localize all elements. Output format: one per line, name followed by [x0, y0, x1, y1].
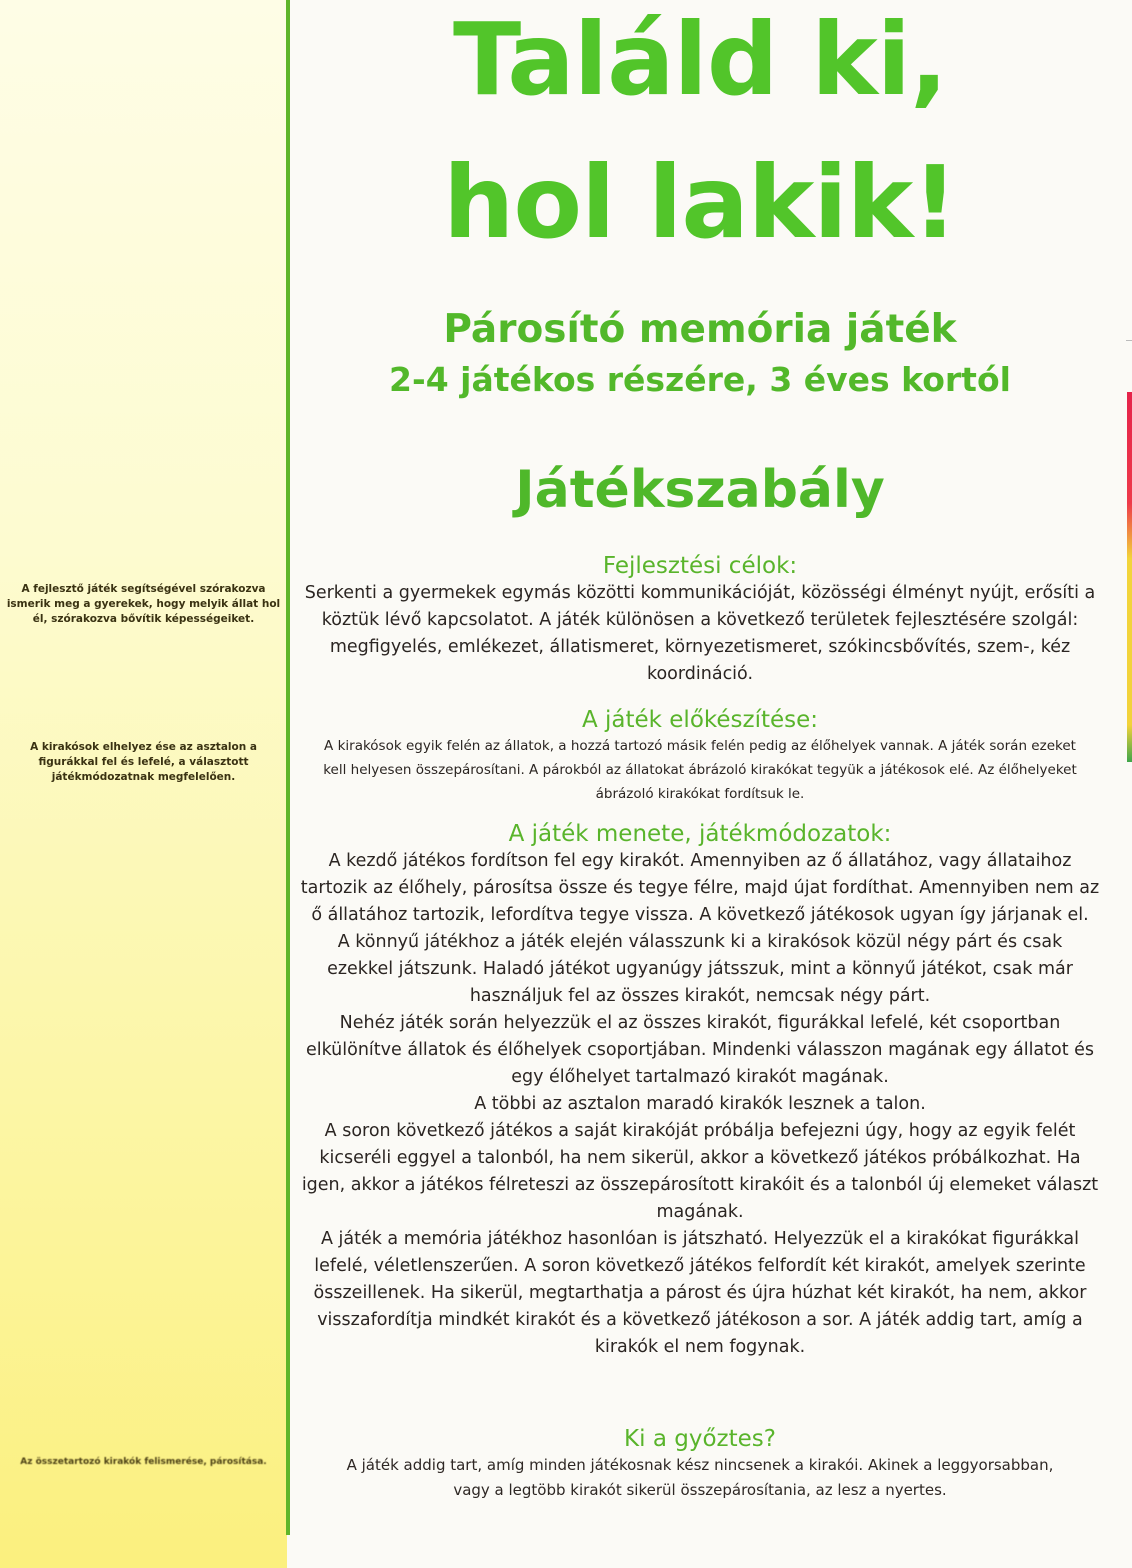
page-edge-mark — [1126, 340, 1132, 341]
gameplay-paragraph: A játék a memória játékhoz hasonlóan is játszható. Helyezzük el a kirakókat figurákkal lefelé, véletlenszerűen. A soron következő játékos felfordít két kirakót, amelyek szerinte összeillenek. Ha sikerül, megtarthatja a párost és újra húzhat két kirakót, ha nem, akkor visszafordítja mindkét kirakót és a következő játékoson a sor. A játék addig tart, amíg a kirakók el nem fogynak. — [313, 1229, 1087, 1357]
side-note-placement: A kirakósok elhelyez ése az asztalon a figurákkal fel és lefelé, a választott játékmódozatnak megfelelően. — [30, 741, 257, 783]
section-heading: A játék menete, játékmódozatok: — [508, 821, 892, 847]
section-heading: Fejlesztési célok: — [602, 553, 798, 579]
gameplay-paragraph: Nehéz játék során helyezzük el az összes kirakót, figurákkal lefelé, két csoportban elkülönítve állatok és élőhelyek csoportjában. Mindenki válasszon magának egy állatot és egy élőhelyet tartalmazó kirakót magának. — [305, 1013, 1095, 1087]
main-title-line2: hol lakik! — [443, 144, 957, 261]
players-age-info: 2-4 játékos részére, 3 éves kortól — [389, 360, 1011, 399]
gameplay-paragraph: A soron következő játékos a saját kirakóját próbálja befejezni úgy, hogy az egyik felét kicseréli eggyel a talonból, ha nem sikerül, akkor a következő játékos próbálkozhat. Ha igen, akkor a játékos félreteszi az összepárosított kirakóit és a talonból új elemeket választ magának. — [301, 1121, 1099, 1222]
section-text: A játék addig tart, amíg minden játékosnak kész nincsenek a kirakói. Akinek a leggyorsabban, vagy a legtöbb kirakót sikerül összepárosítania, az lesz a nyertes. — [346, 1456, 1054, 1499]
section-gameplay — [290, 820, 1110, 1361]
section-development-goals — [290, 552, 1110, 688]
gameplay-paragraph: A kezdő játékos fordítson fel egy kirakót. Amennyiben az ő állatához, vagy állataihoz tartozik az élőhely, párosítsa össze és tegye félre, majd újat fordíthat. Amennyiben nem az ő állatához tartozik, lefordítva tegye vissza. A következő játékosok ugyan így járjanak el. — [300, 851, 1100, 925]
main-title-line1: Találd ki, — [452, 1, 947, 118]
sidebar-panel — [0, 0, 287, 1568]
section-winner — [290, 1425, 1110, 1503]
gameplay-paragraph: A könnyű játékhoz a játék elején válasszunk ki a kirakósok közül négy párt és csak ezekkel játszunk. Haladó játékot ugyanúgy játsszuk, mint a könnyű játékot, csak már használjuk fel az összes kirakót, nemcsak négy párt. — [327, 932, 1073, 1006]
game-subtitle: Párosító memória játék — [443, 307, 957, 352]
side-note-development: A fejlesztő játék segítségével szórakozva ismerik meg a gyerekek, hogy melyik állat hol él, szórakozva bővítik képességeiket. — [6, 583, 281, 625]
section-preparation — [290, 706, 1110, 806]
gameplay-paragraph: A többi az asztalon maradó kirakók lesznek a talon. — [474, 1094, 926, 1114]
section-heading: Ki a győztes? — [624, 1426, 776, 1452]
side-note-matching: Az összetartozó kirakók felismerése, párosítása. — [20, 1457, 267, 1467]
section-heading: A játék előkészítése: — [581, 707, 819, 733]
adjacent-page-edge — [1127, 392, 1132, 762]
rules-heading: Játékszabály — [515, 460, 885, 520]
section-text: Serkenti a gyermekek egymás közötti kommunikációját, közösségi élményt nyújt, erősíti a köztük lévő kapcsolatot. A játék különösen a következő területek fejlesztésére szolgál: megfigyelés, emlékezet, állatismeret, környezetismeret, szókincsbővítés, szem-, kéz koordináció. — [304, 583, 1096, 684]
section-text: A kirakósok egyik felén az állatok, a hozzá tartozó másik felén pedig az élőhelyek vannak. A játék során ezeket kell helyesen összepárosítani. A párokból az állatokat ábrázoló kirakókat tegyük a játékosok elé. Az élőhelyeket ábrázoló kirakókat fordítsuk le. — [323, 738, 1077, 802]
